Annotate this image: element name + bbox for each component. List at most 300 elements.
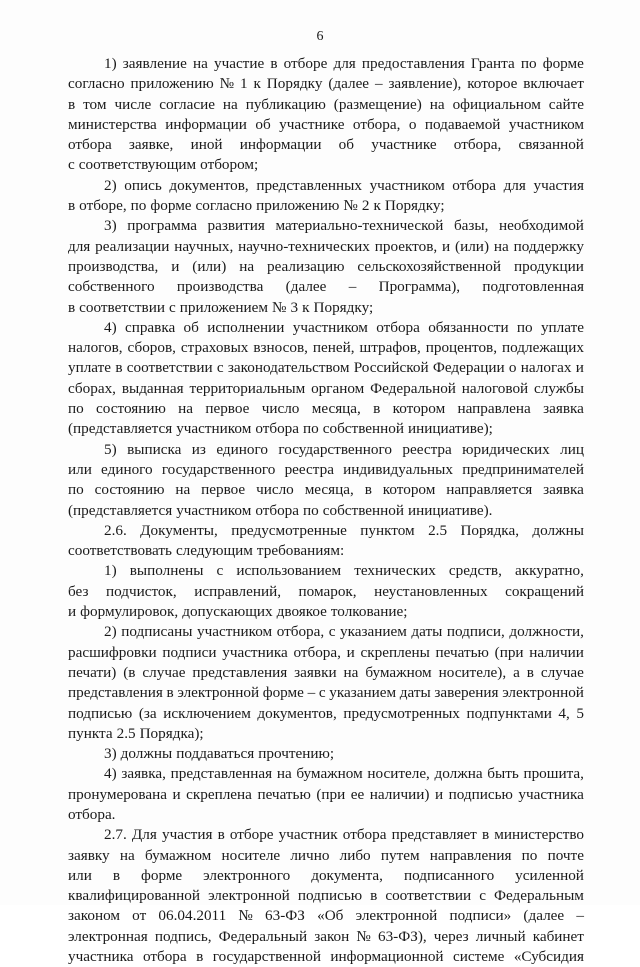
word: месяца, bbox=[311, 400, 361, 418]
word: отбора, bbox=[352, 115, 401, 133]
word: участника bbox=[68, 948, 134, 966]
text-line bbox=[68, 805, 584, 825]
word: на bbox=[343, 663, 359, 681]
word: направлена bbox=[457, 400, 531, 418]
word: органом bbox=[311, 379, 365, 397]
word: 4) bbox=[104, 318, 117, 336]
text-line bbox=[68, 724, 584, 744]
word: бумажном bbox=[365, 663, 432, 681]
word: (далее bbox=[328, 75, 370, 93]
word: 5 bbox=[576, 704, 584, 722]
word: месяца, bbox=[304, 481, 354, 499]
text-line bbox=[68, 643, 584, 663]
word: заверения bbox=[434, 684, 499, 702]
word: которое bbox=[467, 75, 518, 93]
text-line bbox=[68, 521, 584, 541]
word: прошита, bbox=[523, 765, 584, 783]
word: заявки bbox=[294, 663, 337, 681]
word: – bbox=[576, 907, 584, 925]
text-line bbox=[68, 460, 584, 480]
word: электронной bbox=[355, 907, 438, 925]
word: участник bbox=[278, 826, 338, 844]
word: налогах bbox=[520, 359, 572, 377]
word: подписаны bbox=[121, 623, 193, 641]
word: подписью bbox=[297, 887, 363, 905]
word: 3) bbox=[104, 217, 117, 235]
word: числе bbox=[114, 95, 152, 113]
word: реестра bbox=[402, 440, 452, 458]
word: носителе, bbox=[367, 765, 430, 783]
word: участником bbox=[176, 420, 252, 438]
word: (представляется bbox=[68, 420, 173, 438]
word: направляется bbox=[446, 481, 533, 499]
word: 4) bbox=[104, 765, 117, 783]
word: подаваемой bbox=[424, 115, 501, 133]
word: Порядку; bbox=[384, 197, 445, 215]
word: котором bbox=[392, 400, 446, 418]
word: предусмотренные bbox=[231, 521, 347, 539]
word: сборах, bbox=[68, 379, 116, 397]
word: государственного bbox=[278, 440, 392, 458]
word: даты bbox=[399, 684, 431, 702]
text-line bbox=[68, 419, 584, 439]
word: квалифицированной bbox=[68, 887, 201, 905]
word: для bbox=[333, 55, 356, 72]
word: ее bbox=[350, 785, 365, 803]
word: электронного bbox=[203, 866, 291, 884]
text-line bbox=[68, 906, 584, 926]
word: (за bbox=[138, 704, 157, 722]
word: в bbox=[115, 359, 123, 377]
word: помарок, bbox=[298, 582, 357, 600]
word: государственной bbox=[212, 948, 321, 966]
word: средств, bbox=[448, 562, 502, 580]
word: 4, bbox=[558, 704, 570, 722]
word: на bbox=[178, 400, 194, 418]
word: использованием bbox=[236, 562, 342, 580]
word: почте bbox=[547, 846, 584, 864]
word: подчисток, bbox=[105, 582, 177, 600]
word: сайте bbox=[548, 95, 584, 113]
word: о bbox=[508, 359, 517, 377]
word: 2.7. bbox=[104, 826, 127, 844]
text-line bbox=[68, 683, 584, 703]
word: научных, bbox=[174, 237, 234, 255]
word: в bbox=[196, 948, 204, 966]
word: согласно bbox=[195, 197, 253, 215]
word: или bbox=[68, 866, 92, 884]
word: информации bbox=[165, 115, 247, 133]
word: (представляется bbox=[68, 501, 173, 519]
word: путем bbox=[380, 846, 420, 864]
word: территориальным bbox=[189, 379, 306, 397]
word: отбора bbox=[376, 318, 420, 336]
word: лиц bbox=[560, 440, 584, 458]
word: состоянию bbox=[94, 481, 165, 499]
word: печатью bbox=[257, 785, 311, 803]
word: – bbox=[348, 278, 357, 296]
word: № bbox=[343, 197, 358, 215]
word: Федеральной bbox=[370, 379, 456, 397]
word: информационной bbox=[330, 948, 444, 966]
word: процентов, bbox=[425, 339, 498, 357]
word: и bbox=[171, 257, 180, 275]
word: отбора bbox=[255, 501, 300, 519]
word: штрафов, bbox=[359, 339, 421, 357]
text-line bbox=[68, 379, 584, 399]
word: допускающих bbox=[182, 603, 273, 621]
word: 3 bbox=[290, 298, 299, 316]
word: министерство bbox=[494, 826, 584, 844]
word: отбором; bbox=[200, 156, 259, 174]
word: отборе bbox=[229, 826, 274, 844]
word: отбора, bbox=[293, 643, 341, 661]
word: отбора, bbox=[276, 623, 325, 641]
word: (размещение) bbox=[333, 95, 422, 113]
word: уплате bbox=[68, 359, 112, 377]
word: развития bbox=[207, 217, 265, 235]
word: документов, bbox=[169, 176, 249, 194]
word: с bbox=[68, 156, 75, 174]
word: прочтению; bbox=[258, 745, 335, 763]
word: в bbox=[364, 481, 372, 499]
text-line bbox=[68, 135, 584, 155]
word: по bbox=[516, 318, 533, 336]
word: на bbox=[493, 237, 509, 255]
word: бумажном bbox=[296, 765, 363, 783]
word: лично bbox=[290, 846, 330, 864]
word: налоговой bbox=[461, 379, 529, 397]
word: 2.5 bbox=[428, 521, 448, 539]
word: Программа), bbox=[378, 278, 461, 296]
word: иной bbox=[190, 136, 223, 154]
word: представленных bbox=[256, 176, 362, 194]
word: – bbox=[307, 684, 316, 702]
word: 5) bbox=[104, 440, 117, 458]
word: системе bbox=[453, 948, 505, 966]
text-line bbox=[68, 602, 584, 622]
word: заявку bbox=[68, 846, 110, 864]
word: отбора, bbox=[453, 136, 502, 154]
word: с bbox=[318, 684, 326, 702]
word: инициативе); bbox=[408, 420, 493, 438]
text-line bbox=[68, 622, 584, 642]
word: носителе bbox=[221, 846, 281, 864]
text-line bbox=[68, 866, 584, 886]
word: согласие bbox=[159, 95, 215, 113]
word: Порядка, bbox=[460, 521, 519, 539]
word: 3) bbox=[104, 745, 117, 763]
word: поддаваться bbox=[176, 745, 255, 763]
word: производства, bbox=[68, 257, 159, 275]
word: участником bbox=[369, 176, 445, 194]
word: № bbox=[272, 298, 287, 316]
word: состоянию bbox=[96, 400, 166, 418]
text-line bbox=[68, 785, 584, 805]
word: должна bbox=[434, 765, 483, 783]
word: Документы, bbox=[140, 521, 218, 539]
word: об bbox=[183, 318, 199, 336]
word: подписи bbox=[162, 643, 217, 661]
word: 1) bbox=[104, 562, 117, 580]
page-number: 6 bbox=[316, 29, 324, 44]
word: приложению bbox=[256, 197, 340, 215]
word: пункта bbox=[68, 724, 113, 742]
word: должны bbox=[532, 521, 584, 539]
word: отборе, bbox=[79, 197, 127, 215]
word: и bbox=[575, 359, 584, 377]
word: Федеральным bbox=[493, 887, 584, 905]
word: на bbox=[239, 257, 255, 275]
text-line bbox=[68, 744, 584, 764]
word: технических bbox=[354, 562, 436, 580]
word: выданная bbox=[121, 379, 184, 397]
word: с bbox=[479, 887, 486, 905]
word: в bbox=[68, 298, 76, 316]
word: пунктом bbox=[360, 521, 415, 539]
word: (в bbox=[123, 663, 136, 681]
word: юридических bbox=[462, 440, 550, 458]
word: в bbox=[166, 684, 174, 702]
word: собственной bbox=[322, 501, 404, 519]
word: реестра bbox=[284, 460, 334, 478]
word: в bbox=[481, 826, 490, 844]
word: отбора bbox=[255, 420, 300, 438]
word: согласно bbox=[68, 75, 125, 93]
text-line bbox=[68, 825, 584, 845]
word: случае bbox=[142, 663, 186, 681]
word: 2.5 bbox=[116, 724, 136, 742]
word: первое bbox=[201, 481, 246, 499]
word: в bbox=[526, 663, 534, 681]
word: участником bbox=[292, 318, 368, 336]
text-line bbox=[68, 886, 584, 906]
word: пронумерована bbox=[68, 785, 167, 803]
word: к bbox=[302, 298, 310, 316]
word: связанной bbox=[518, 136, 584, 154]
word: Федерации bbox=[432, 359, 505, 377]
word: с bbox=[328, 623, 336, 641]
text-line bbox=[68, 561, 584, 581]
word: (или) bbox=[455, 237, 489, 255]
word: участнике bbox=[279, 115, 345, 133]
word: соответствующим bbox=[78, 156, 197, 174]
word: законодательством bbox=[227, 359, 350, 377]
word: участника bbox=[222, 643, 288, 661]
word: подписанного bbox=[403, 866, 495, 884]
word: 06.04.2011 bbox=[158, 907, 227, 925]
word: представленная bbox=[170, 765, 273, 783]
word: наличии) bbox=[369, 785, 430, 803]
word: в bbox=[112, 866, 121, 884]
word: от bbox=[132, 907, 147, 925]
word: поддержку bbox=[513, 237, 584, 255]
word: 2) bbox=[104, 623, 117, 641]
text-line bbox=[68, 764, 584, 784]
word: государственного bbox=[161, 460, 276, 478]
text-line bbox=[68, 338, 584, 358]
word: в bbox=[373, 400, 381, 418]
word: расшифровки bbox=[68, 643, 157, 661]
word: об bbox=[338, 136, 354, 154]
text-line bbox=[68, 176, 584, 196]
word: подпись, bbox=[154, 927, 212, 945]
text-line bbox=[68, 480, 584, 500]
text-line bbox=[68, 846, 584, 866]
word: документов, bbox=[257, 704, 337, 722]
word: отборе bbox=[283, 55, 328, 72]
word: уплате bbox=[540, 318, 584, 336]
word: предусмотренных bbox=[343, 704, 460, 722]
word: формулировок, bbox=[80, 603, 179, 621]
word: официальном bbox=[452, 95, 541, 113]
word: заявка bbox=[543, 481, 584, 499]
word: для bbox=[503, 176, 526, 194]
word: на bbox=[429, 95, 445, 113]
word: подписи» bbox=[449, 907, 512, 925]
word: требованиям: bbox=[256, 542, 345, 560]
word: на bbox=[276, 765, 292, 783]
word: заявка bbox=[543, 400, 584, 418]
word: информации bbox=[239, 136, 322, 154]
word: электронная bbox=[68, 927, 148, 945]
word: о bbox=[408, 115, 417, 133]
word: индивидуальных bbox=[343, 460, 453, 478]
word: заявление), bbox=[388, 75, 462, 93]
word: страховых bbox=[180, 339, 249, 357]
word: (при bbox=[316, 785, 346, 803]
word: министерства bbox=[68, 115, 157, 133]
word: аккуратно, bbox=[514, 562, 584, 580]
word: либо bbox=[339, 846, 371, 864]
text-line bbox=[68, 927, 584, 947]
word: участником bbox=[508, 115, 584, 133]
word: Российской bbox=[353, 359, 429, 377]
word: участником bbox=[176, 501, 252, 519]
word: продукции bbox=[513, 257, 584, 275]
word: участника bbox=[518, 785, 584, 803]
word: на bbox=[119, 846, 135, 864]
text-line bbox=[68, 582, 584, 602]
word: по bbox=[68, 400, 84, 418]
word: инициативе). bbox=[408, 501, 493, 519]
word: наличии bbox=[529, 643, 584, 661]
word: необходимой bbox=[498, 217, 584, 235]
text-line bbox=[68, 95, 584, 115]
word: сборов, bbox=[127, 339, 176, 357]
word: сокращений bbox=[505, 582, 584, 600]
word: представления bbox=[68, 684, 163, 702]
word: форме bbox=[141, 866, 183, 884]
word: соответствии bbox=[385, 887, 472, 905]
word: службы bbox=[534, 379, 584, 397]
word: печатью bbox=[435, 643, 489, 661]
word: базы, bbox=[453, 217, 489, 235]
word: «Субсидия bbox=[513, 948, 584, 966]
word: Для bbox=[131, 826, 157, 844]
word: приложением bbox=[179, 298, 269, 316]
word: заявка, bbox=[121, 765, 166, 783]
word: носителе), bbox=[438, 663, 507, 681]
word: реализацию bbox=[267, 257, 345, 275]
word: предпринимателей bbox=[462, 460, 584, 478]
text-line bbox=[68, 54, 584, 74]
word: подписи, bbox=[446, 623, 505, 641]
word: научно-технических bbox=[238, 237, 370, 255]
word: и bbox=[442, 237, 451, 255]
word: участие bbox=[213, 55, 265, 72]
word: и bbox=[346, 643, 355, 661]
word: реализации bbox=[95, 237, 170, 255]
document-body bbox=[68, 54, 584, 967]
word: том bbox=[83, 95, 107, 113]
word: по bbox=[303, 501, 319, 519]
word: подписью bbox=[68, 704, 133, 722]
text-line bbox=[68, 216, 584, 236]
word: толкование; bbox=[330, 603, 408, 621]
word: двоякое bbox=[276, 603, 327, 621]
word: исправлений, bbox=[194, 582, 282, 600]
word: быть bbox=[487, 765, 519, 783]
word: № bbox=[356, 927, 371, 945]
word: кабинет bbox=[532, 927, 584, 945]
word: и bbox=[434, 785, 444, 803]
text-line bbox=[68, 196, 584, 216]
word: (далее bbox=[523, 907, 565, 925]
word: на bbox=[175, 481, 191, 499]
word: в bbox=[68, 197, 76, 215]
word: в bbox=[68, 95, 76, 113]
word: неустановленных bbox=[374, 582, 488, 600]
word: 2.6. bbox=[104, 521, 127, 539]
word: выполнены bbox=[129, 562, 204, 580]
word: указанием bbox=[340, 623, 407, 641]
word: 2 bbox=[361, 197, 370, 215]
word: собственной bbox=[322, 420, 404, 438]
word: к bbox=[253, 75, 261, 93]
word: заявление bbox=[122, 55, 187, 72]
word: или bbox=[68, 460, 92, 478]
word: 63-ФЗ bbox=[265, 907, 305, 925]
word: публикацию bbox=[245, 95, 326, 113]
word: налогов, bbox=[68, 339, 123, 357]
word: по bbox=[130, 197, 147, 215]
word: с bbox=[216, 359, 224, 377]
word: отбора bbox=[142, 948, 187, 966]
word: подпунктами bbox=[466, 704, 552, 722]
text-line bbox=[68, 237, 584, 257]
word: Порядку; bbox=[313, 298, 374, 316]
word: соответствовать bbox=[68, 542, 172, 560]
word: № bbox=[219, 75, 235, 93]
word: № bbox=[238, 907, 253, 925]
word: исполнении bbox=[207, 318, 285, 336]
text-line bbox=[68, 440, 584, 460]
word: представляет bbox=[391, 826, 477, 844]
word: отбора bbox=[342, 826, 387, 844]
word: Гранта bbox=[470, 55, 515, 72]
word: подлежащих bbox=[501, 339, 584, 357]
word: предоставления bbox=[361, 55, 465, 72]
word: собственного bbox=[68, 278, 155, 296]
word: к bbox=[373, 197, 381, 215]
word: отбора. bbox=[68, 805, 116, 823]
word: 2) bbox=[104, 176, 117, 194]
word: единого bbox=[216, 440, 268, 458]
word: должны bbox=[120, 745, 173, 763]
word: электронной bbox=[502, 684, 584, 702]
text-line bbox=[68, 155, 584, 175]
